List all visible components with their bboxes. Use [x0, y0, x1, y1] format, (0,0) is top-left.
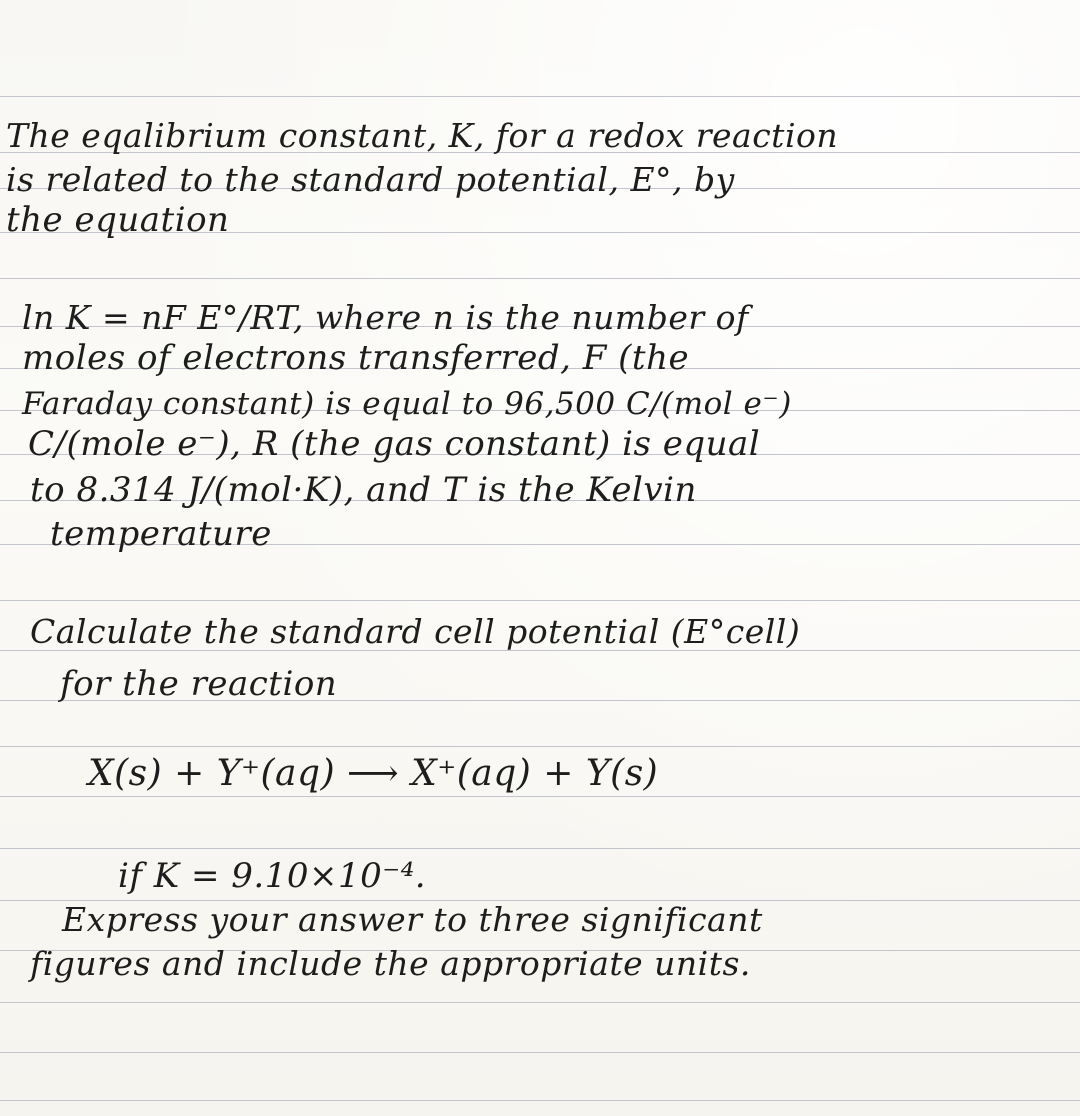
text-line: for the reaction — [60, 664, 338, 704]
given-value: if K = 9.10×10⁻⁴. — [118, 856, 427, 896]
text-line: temperature — [50, 514, 272, 554]
reaction-equation: X(s) + Y⁺(aq) ⟶ X⁺(aq) + Y(s) — [88, 753, 659, 794]
ruled-line — [0, 1002, 1080, 1003]
ruled-line — [0, 278, 1080, 279]
instruction-line: Express your answer to three significant — [62, 900, 763, 939]
ruled-line — [0, 1100, 1080, 1101]
text-line: C/(mole e⁻), R (the gas constant) is equal — [28, 424, 761, 464]
ruled-line — [0, 796, 1080, 797]
text-line: ln K = nF E°/RT, where n is the number of — [22, 298, 749, 337]
text-line: to 8.314 J/(mol·K), and T is the Kelvin — [30, 470, 697, 510]
text-line: The eqalibrium constant, K, for a redox reaction — [6, 116, 839, 155]
ruled-line — [0, 746, 1080, 747]
instruction-line: figures and include the appropriate units. — [30, 944, 751, 983]
text-line: Calculate the standard cell potential (E°cell) — [30, 612, 801, 651]
text-line: the equation — [6, 200, 230, 240]
text-line: is related to the standard potential, E°, by — [6, 160, 735, 199]
text-line: moles of electrons transferred, F (the — [22, 338, 690, 378]
ruled-line — [0, 848, 1080, 849]
text-line: Faraday constant) is equal to 96,500 C/(mol e⁻) — [22, 386, 792, 422]
ruled-line — [0, 1052, 1080, 1053]
ruled-line — [0, 600, 1080, 601]
ruled-line — [0, 96, 1080, 97]
